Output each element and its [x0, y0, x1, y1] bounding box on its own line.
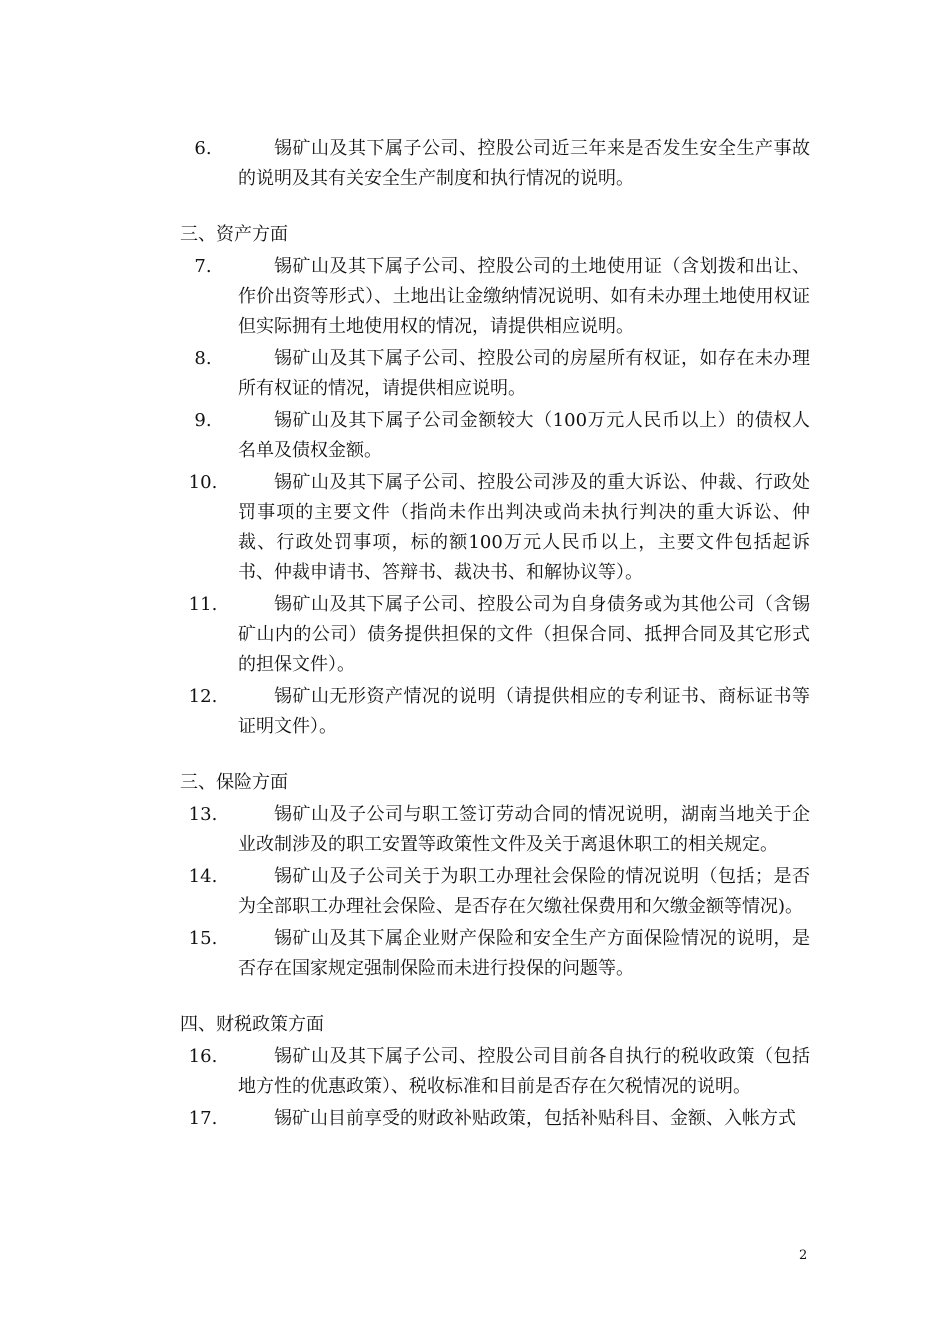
item-number: 16. — [188, 1046, 218, 1067]
page-number: 2 — [799, 1248, 808, 1263]
item-text: 锡矿山及其下属子公司、控股公司为自身债务或为其他公司（含锡矿山内的公司）债务提供担保的文件（担保合同、抵押合同及其它形式的担保文件）。 — [238, 594, 810, 675]
list-item — [168, 344, 810, 404]
item-number: 6. — [194, 138, 212, 159]
item-text: 锡矿山无形资产情况的说明（请提供相应的专利证书、商标证书等证明文件）。 — [238, 686, 810, 737]
item-text: 锡矿山目前享受的财政补贴政策，包括补贴科目、金额、入帐方式 — [274, 1108, 796, 1129]
list-item — [168, 924, 810, 984]
list-item — [168, 862, 810, 922]
section-heading-assets: 三、资产方面 — [180, 224, 288, 245]
list-item — [168, 1104, 810, 1134]
item-text: 锡矿山及子公司与职工签订劳动合同的情况说明，湖南当地关于企业改制涉及的职工安置等政策性文件及关于离退休职工的相关规定。 — [238, 804, 810, 855]
item-text: 锡矿山及其下属子公司金额较大（100万元人民币以上）的债权人名单及债权金额。 — [238, 410, 810, 461]
item-number: 9. — [194, 410, 212, 431]
item-number: 7. — [194, 256, 212, 277]
list-item — [168, 468, 810, 588]
list-item — [168, 134, 810, 194]
item-number: 14. — [188, 866, 218, 887]
list-item — [168, 1042, 810, 1102]
item-number: 13. — [188, 804, 218, 825]
item-number: 15. — [188, 928, 218, 949]
list-item — [168, 590, 810, 680]
list-item — [168, 252, 810, 342]
item-number: 8. — [194, 348, 212, 369]
item-number: 10. — [188, 472, 218, 493]
item-text: 锡矿山及其下属企业财产保险和安全生产方面保险情况的说明，是否存在国家规定强制保险而未进行投保的问题等。 — [238, 928, 810, 979]
item-number: 11. — [188, 594, 218, 615]
item-text: 锡矿山及其下属子公司、控股公司目前各自执行的税收政策（包括地方性的优惠政策）、税收标准和目前是否存在欠税情况的说明。 — [238, 1046, 810, 1097]
section-heading-insurance: 三、保险方面 — [180, 772, 288, 793]
list-item — [168, 406, 810, 466]
list-item — [168, 682, 810, 742]
item-text: 锡矿山及其下属子公司、控股公司近三年来是否发生安全生产事故的说明及其有关安全生产制度和执行情况的说明。 — [238, 138, 810, 189]
item-text: 锡矿山及其下属子公司、控股公司的房屋所有权证，如存在未办理所有权证的情况，请提供相应说明。 — [238, 348, 810, 399]
section-heading-tax: 四、财税政策方面 — [180, 1014, 324, 1035]
list-item — [168, 800, 810, 860]
item-text: 锡矿山及子公司关于为职工办理社会保险的情况说明（包括；是否为全部职工办理社会保险、是否存在欠缴社保费用和欠缴金额等情况)。 — [238, 866, 810, 917]
item-text: 锡矿山及其下属子公司、控股公司的土地使用证（含划拨和出让、作价出资等形式）、土地出让金缴纳情况说明、如有未办理土地使用权证但实际拥有土地使用权的情况，请提供相应说明。 — [238, 256, 810, 337]
item-text: 锡矿山及其下属子公司、控股公司涉及的重大诉讼、仲裁、行政处罚事项的主要文件（指尚未作出判决或尚未执行判决的重大诉讼、仲裁、行政处罚事项，标的额100万元人民币以上，主要文件包括起诉书、仲裁申请书、答辩书、裁决书、和解协议等）。 — [238, 472, 810, 583]
document-body — [168, 134, 810, 1136]
item-number: 17. — [188, 1108, 218, 1129]
item-number: 12. — [188, 686, 218, 707]
